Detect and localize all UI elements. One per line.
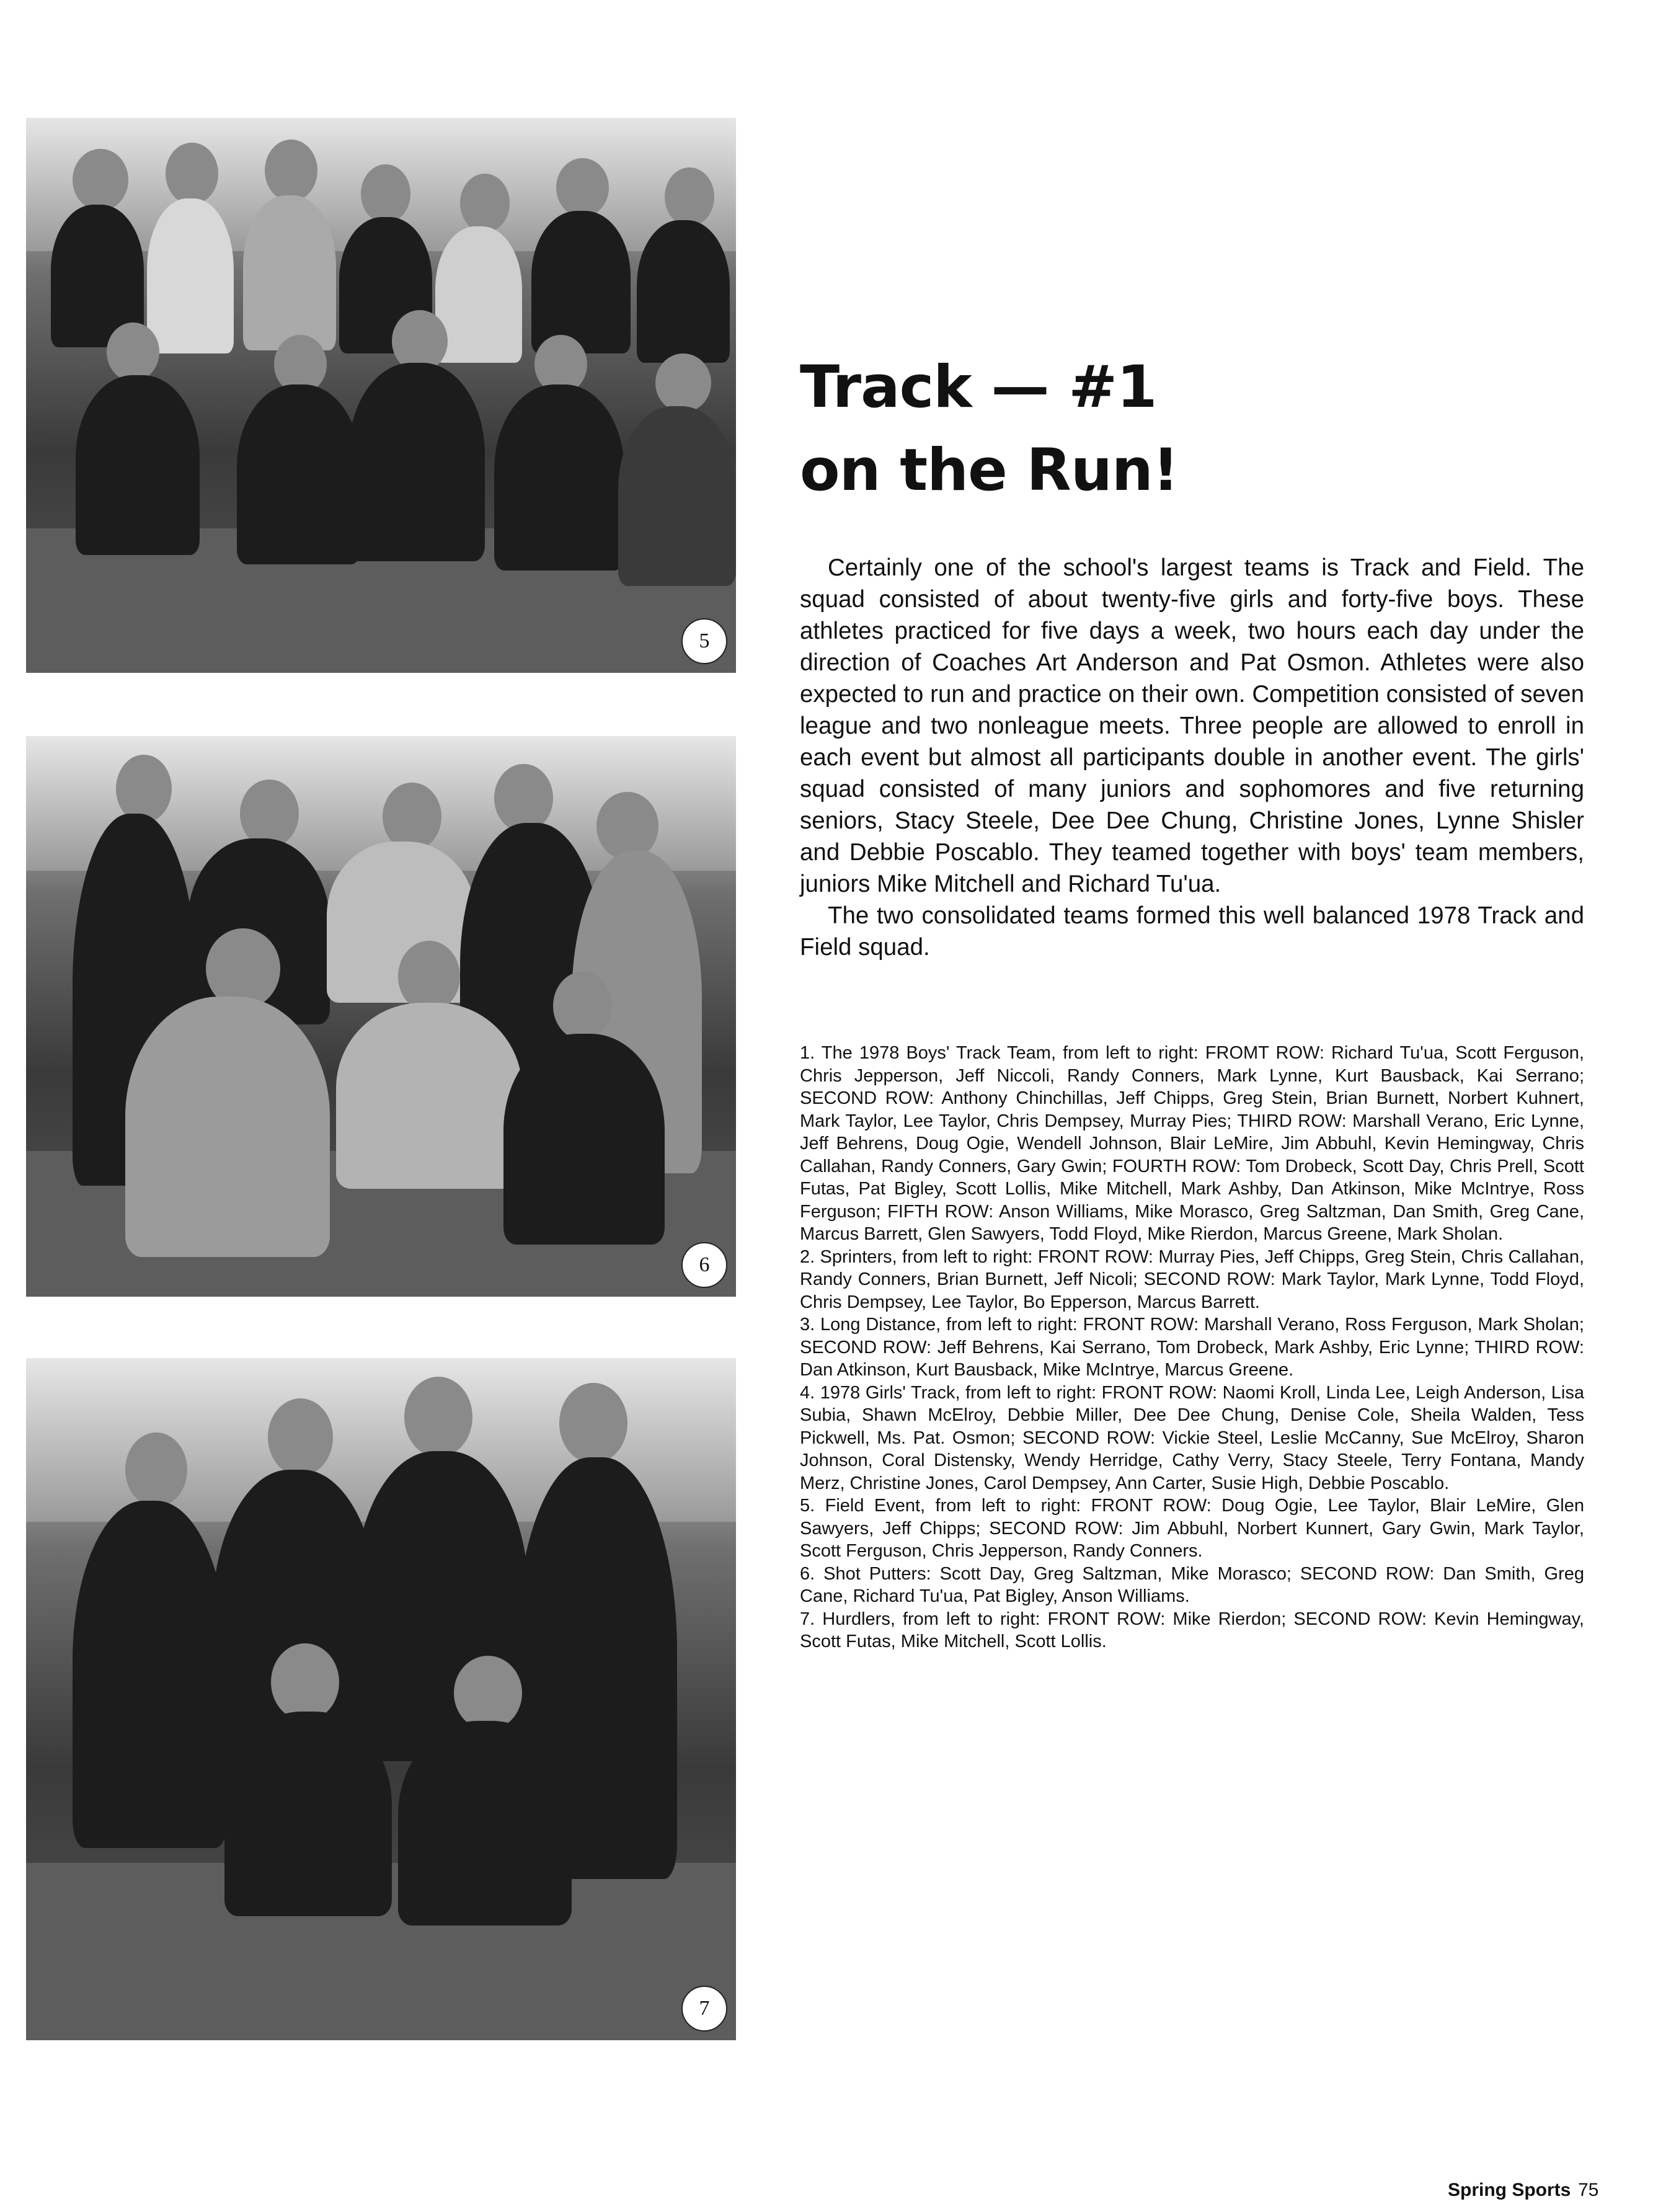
caption-item: 6. Shot Putters: Scott Day, Greg Saltzman, Mike Morasco; SECOND ROW: Dan Smith, Greg Cane, Richard Tu'ua, Pat Bigley, Anson Williams. [800,1563,1584,1606]
caption-item: 4. 1978 Girls' Track, from left to right: FRONT ROW: Naomi Kroll, Linda Lee, Leigh Anderson, Lisa Subia, Shawn McElroy, Debbie Miller, Dee Dee Chung, Denise Cole, Sheila Walden, Tess Pickwell, Ms. Pat. Osmon; SECOND ROW: Vickie Steel, Leslie McCanny, Sue McElroy, Sharon Johnson, Coral Distensky, Wendy Herridge, Cathy Verry, Stacy Steele, Terry Fontana, Mandy Merz, Christine Jones, Carol Dempsey, Ann Carter, Susie High, Debbie Poscablo. [800,1382,1584,1493]
athlete-figure [531,211,631,353]
athlete-head [460,174,510,233]
athlete-head [268,1398,333,1476]
caption-item: 3. Long Distance, from left to right: FRONT ROW: Marshall Verano, Ross Ferguson, Mark Sholan; SECOND ROW: Jeff Behrens, Kai Serrano, Tom Drobeck, Mark Ashby, Eric Lynne; THIRD ROW: Dan Atkinson, Kurt Bausback, Mike McIntrye, Marcus Greene. [800,1315,1584,1380]
athlete-head [494,764,553,832]
athlete-figure [336,1003,522,1189]
photo-number-badge: 6 [681,1242,727,1288]
caption-item: 7. Hurdlers, from left to right: FRONT ROW: Mike Rierdon; SECOND ROW: Kevin Hemingway, Scott Futas, Mike Mitchell, Scott Lollis. [800,1609,1584,1651]
athlete-head [166,143,218,205]
athlete-figure [494,384,624,571]
team-photo-6 [26,736,736,1297]
athlete-head [240,780,299,848]
photo-number-badge: 5 [681,618,727,664]
team-photo-7 [26,1358,736,2040]
photo-number-badge: 7 [681,1986,727,2032]
page-title-line-1: Track — #1 [800,353,1157,421]
caption-item: 1. The 1978 Boys' Track Team, from left to right: FROMT ROW: Richard Tu'ua, Scott Ferguson, Chris Jepperson, Jeff Niccoli, Randy Conners, Mark Lynne, Kurt Bausback, Kai Serrano; SECOND ROW: Anthony Chinchillas, Jeff Chipps, Greg Stein, Brian Burnett, Norbert Kuhnert, Mark Taylor, Lee Taylor, Chris Dempsey, Murray Pies; THIRD ROW: Marshall Verano, Eric Lynne, Jeff Behrens, Doug Ogie, Wendell Johnson, Blair LeMire, Jim Abbuhl, Kevin Hemingway, Chris Callahan, Randy Conners, Gary Gwin; FOURTH ROW: Tom Drobeck, Scott Day, Chris Prell, Scott Futas, Pat Bigley, Scott Lollis, Mike Mitchell, Mark Ashby, Dan Atkinson, Mike McIntrye, Ross Ferguson; FIFTH ROW: Anson Williams, Mike Morasco, Greg Saltzman, Dan Smith, Greg Cane, Marcus Barrett, Glen Sawyers, Todd Floyd, Mike Rierdon, Marcus Greene, Mark Sholan. [800,1043,1584,1244]
athlete-head [454,1656,522,1730]
athlete-head [553,972,612,1040]
athlete-figure [76,375,200,555]
athlete-head [125,1432,187,1507]
athlete-head [107,322,159,381]
athlete-figure [73,1501,228,1848]
athlete-head [404,1377,472,1457]
athlete-head [398,941,460,1012]
athlete-figure [237,384,361,564]
athlete-head [556,158,609,217]
athlete-figure [637,220,730,363]
caption-item: 5. Field Event, from left to right: FRONT ROW: Doug Ogie, Lee Taylor, Blair LeMire, Glen Sawyers, Jeff Chipps; SECOND ROW: Jim Abbuhl, Norbert Kunnert, Gary Gwin, Mark Taylor, Scott Ferguson, Chris Jepperson, Randy Conners. [800,1496,1584,1561]
page-title-line-2: on the Run! [800,437,1179,504]
page-number: 75 [1578,2180,1599,2200]
athlete-figure [348,363,485,561]
caption-item: 2. Sprinters, from left to right: FRONT ROW: Murray Pies, Jeff Chipps, Greg Stein, Chris Callahan, Randy Conners, Brian Burnett, Jeff Nicoli; SECOND ROW: Mark Taylor, Mark Lynne, Todd Floyd, Chris Dempsey, Lee Taylor, Bo Epperson, Marcus Barrett. [800,1246,1584,1312]
athlete-head [559,1383,627,1464]
athlete-head [665,167,714,226]
athlete-head [271,1643,339,1721]
intro-paragraph: The two consolidated teams formed this well balanced 1978 Track and Field squad. [800,902,1584,961]
intro-paragraph: Certainly one of the school's largest teams is Track and Field. The squad consisted of about twenty-five girls and forty-five boys. These athletes practiced for five days a week, two hours each day under the direction of Coaches Art Anderson and Pat Osmon. Athletes were also expected to run and practice on their own. Competition consisted of seven league and two nonleague meets. Three people are allowed to enroll in each event but almost all participants double in another event. The girls' squad consisted of many juniors and sophomores and five returning seniors, Stacy Steele, Dee Dee Chung, Christine Jones, Lynne Shisler and Debbie Poscablo. They teamed together with boys' team members, juniors Mike Mitchell and Richard Tu'ua. [800,554,1584,897]
athlete-figure [503,1034,665,1245]
athlete-figure [243,195,336,350]
athlete-head [383,783,441,851]
athlete-head [655,353,711,412]
athlete-figure [435,226,522,363]
intro-article [800,552,1584,963]
athlete-head [265,140,317,202]
footer-section-name: Spring Sports [1448,2180,1571,2200]
team-photo-5 [26,118,736,673]
athlete-figure [147,198,234,353]
athlete-figure [125,997,330,1257]
photo-captions [800,1042,1584,1653]
athlete-figure [618,406,736,586]
athlete-head [596,792,658,860]
athlete-figure [398,1721,572,1926]
athlete-figure [224,1712,392,1916]
athlete-head [361,164,410,223]
athlete-head [116,755,172,823]
athlete-head [73,149,128,211]
